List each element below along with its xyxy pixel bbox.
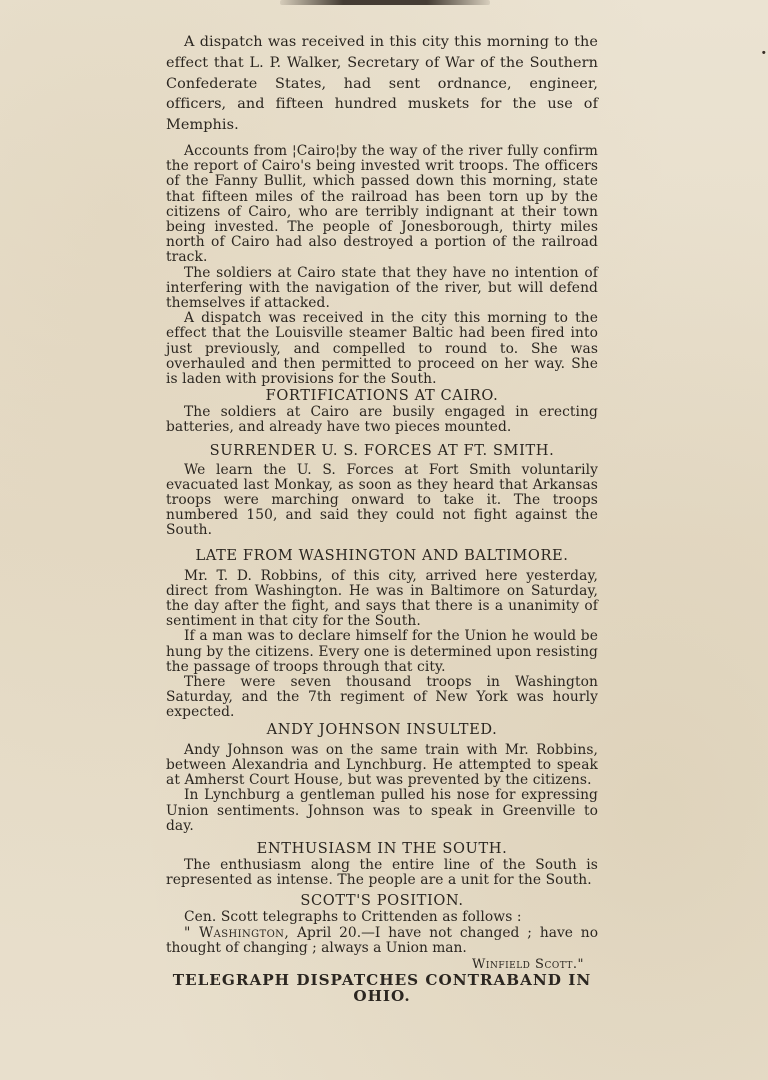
headline-fortifications: FORTIFICATIONS AT CAIRO. bbox=[265, 387, 499, 405]
headline-telegraph-contraband: TELEGRAPH DISPATCHES CONTRABAND IN OHIO. bbox=[172, 970, 592, 1005]
scott-quote bbox=[166, 926, 598, 957]
edge-mark: · bbox=[760, 39, 768, 67]
paragraph-robbins: Mr. T. D. Robbins, of this city, arrived here yesterday, direct from Washington. He was in Baltimore on Saturday, the day after the fight, and says that there is a unanimity of sentiment in that city for the South. bbox=[166, 567, 598, 630]
paragraph-baltic: A dispatch was received in the city this morning to the effect that the Louisville steamer Baltic had been fired into just previously, and compelled to round to. She was overhauled and then permitted to proceed on her way. She is laden with provisions for the South. bbox=[166, 310, 598, 388]
headline-enthusiasm: ENTHUSIASM IN THE SOUTH. bbox=[256, 839, 508, 857]
signature-winfield-scott: Winfield Scott." bbox=[472, 956, 584, 972]
paragraph-surrender: We learn the U. S. Forces at Fort Smith voluntarily evacuated last Monkay, as soon as they heard that Arkansas troops were marching onward to take it. The troops numbered 150, and said they could not fight against the South. bbox=[166, 461, 598, 539]
headline-surrender: SURRENDER U. S. FORCES AT FT. SMITH. bbox=[209, 441, 555, 459]
headline-johnson: ANDY JOHNSON INSULTED. bbox=[266, 720, 498, 738]
headline-washington-baltimore: LATE FROM WASHINGTON AND BALTIMORE. bbox=[195, 546, 569, 564]
paragraph-scott-intro: Cen. Scott telegraphs to Crittenden as follows : bbox=[184, 909, 522, 926]
paragraph-troops-washington: There were seven thousand troops in Washington Saturday, and the 7th regiment of New York was hourly expected. bbox=[166, 674, 598, 721]
article-column bbox=[166, 32, 598, 1004]
paragraph-cairo-accounts: Accounts from ¦Cairo¦by the way of the river fully confirm the report of Cairo's being invested writ troops. The officers of the Fanny Bullit, which passed down this morning, state that fifteen miles of the railroad has been torn up by the citizens of Cairo, who are terribly indignant at their town being invested. The people of Jonesborough, thirty miles north of Cairo had also destroyed a portion of the railroad track. bbox=[166, 142, 598, 266]
top-rule-divider bbox=[280, 0, 490, 5]
paragraph-enthusiasm: The enthusiasm along the entire line of the South is represented as intense. The people are a unit for the South. bbox=[166, 856, 598, 889]
lead-paragraph: A dispatch was received in this city this morning to the effect that L. P. Walker, Secretary of War of the Southern Confederate States, had sent ordnance, engineer, officers, and fifteen hundred muskets for the use of Memphis. bbox=[166, 34, 598, 134]
paragraph-union-man: If a man was to declare himself for the Union he would be hung by the citizens. Every one is determined upon resisting the passage of troops through that city. bbox=[166, 628, 598, 675]
paragraph-lynchburg: In Lynchburg a gentleman pulled his nose for expressing Union sentiments. Johnson was to speak in Greenville to day. bbox=[166, 787, 598, 834]
scott-quote-body: April 20.—I have not changed ; have no thought of changing ; always a Union man. bbox=[166, 924, 598, 957]
paragraph-fortifications: The soldiers at Cairo are busily engaged in erecting batteries, and already have two pieces mounted. bbox=[166, 404, 598, 436]
paragraph-johnson-train: Andy Johnson was on the same train with Mr. Robbins, between Alexandria and Lynchburg. He attempted to speak at Amherst Court House, but was prevented by the citizens. bbox=[166, 741, 598, 789]
scott-quote-place: " Washington, bbox=[184, 924, 290, 941]
paragraph-soldiers-cairo: The soldiers at Cairo state that they have no intention of interfering with the navigation of the river, but will defend themselves if attacked. bbox=[166, 264, 598, 312]
headline-scott: SCOTT'S POSITION. bbox=[300, 892, 464, 910]
